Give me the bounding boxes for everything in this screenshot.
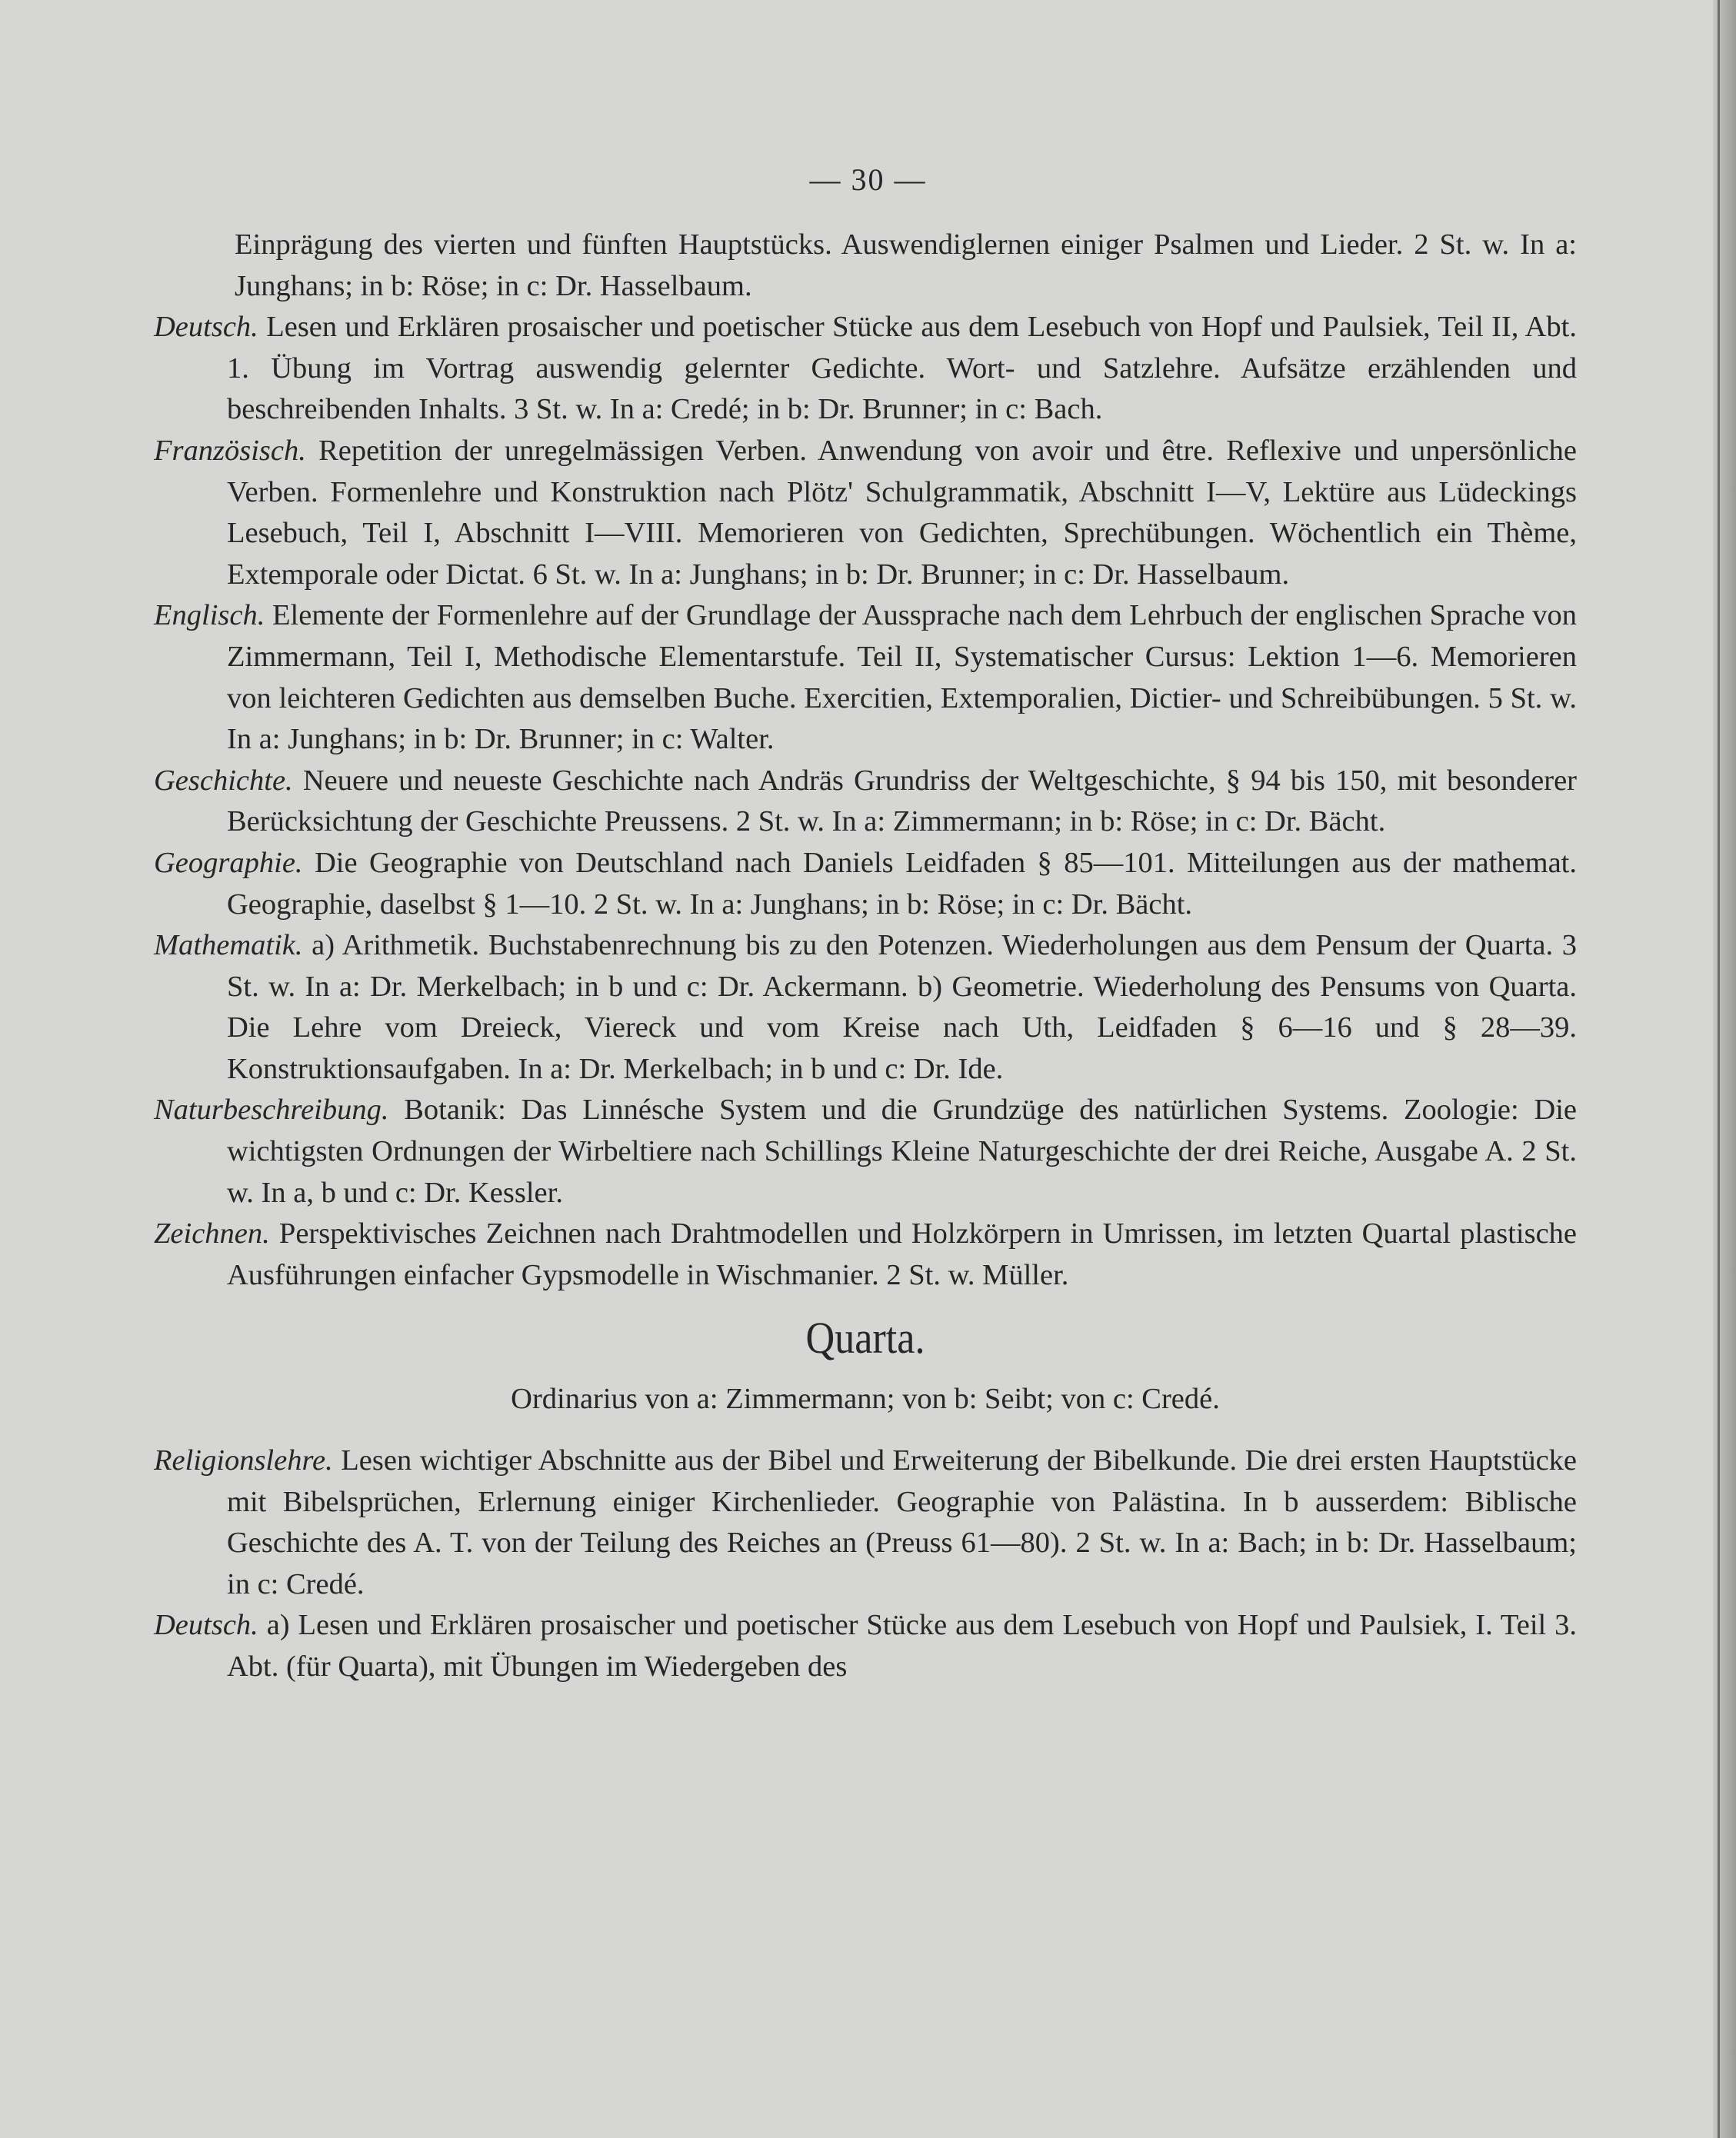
section-text: a) Arithmetik. Buchstabenrechnung bis zu den Potenzen. Wiederholungen aus dem Pensum der Quarta. 3 St. w. In a: Dr. Merkelbach; in b und c: Dr. Ackermann. b) Geometrie. Wiederholung des Pensums von Quarta. Die Lehre vom Dreieck, Viereck und vom Kreise nach Uth, Leidfaden § 6—16 und § 28—39. Konstruktionsaufgaben. In a: Dr. Merkelbach; in b und c: Dr. Ide. [227,929,1578,1085]
section-label: Religionslehre. [154,1444,333,1477]
section-text: a) Lesen und Erklären prosaischer und poetischer Stücke aus dem Lesebuch von Hopf und Paulsiek, I. Teil 3. Abt. (für Quarta), mit Übungen im Wiedergeben des [227,1609,1577,1683]
section-text: Die Geographie von Deutschland nach Daniels Leidfaden § 85—101. Mitteilungen aus der mathemat. Geographie, daselbst § 1—10. 2 St. w. In a: Junghans; in b: Röse; in c: Dr. Bächt. [227,846,1578,921]
section-deutsch [154,307,1577,431]
section-label: Zeichnen. [154,1217,270,1250]
section-mathematik [154,925,1577,1090]
section-deutsch-quarta [154,1605,1577,1687]
section-text: Lesen wichtiger Abschnitte aus der Bibel und Erweiterung der Bibelkunde. Die drei ersten Hauptstücke mit Bibelsprüchen, Erlernung einiger Kirchenlieder. Geographie von Palästina. In b ausserdem: Biblische Geschichte des A. T. von der Teilung des Reiches an (Preuss 61—80). 2 St. w. In a: Bach; in b: Dr. Hasselbaum; in c: Credé. [227,1444,1578,1600]
section-label: Englisch. [154,599,265,632]
section-label: Deutsch. [154,1609,258,1642]
section-geographie [154,843,1577,925]
section-text: Repetition der unregelmässigen Verben. Anwendung von avoir und être. Reflexive und unpersönliche Verben. Formenlehre und Konstruktion nach Plötz' Schulgrammatik, Abschnitt I—V, Lektüre aus Lüdeckings Lesebuch, Teil I, Abschnitt I—VIII. Memorieren von Gedichten, Sprechübungen. Wöchentlich ein Thème, Extemporale oder Dictat. 6 St. w. In a: Junghans; in b: Dr. Brunner; in c: Dr. Hasselbaum. [227,434,1578,591]
section-franzoesisch [154,431,1577,595]
section-naturbeschreibung [154,1090,1577,1214]
section-label: Französisch. [154,434,306,467]
ordinarius-line: Ordinarius von a: Zimmermann; von b: Seibt; von c: Credé. [511,1383,1220,1416]
intro-paragraph: Einprägung des vierten und fünften Hauptstücks. Auswendiglernen einiger Psalmen und Lieder. 2 St. w. In a: Junghans; in b: Röse; in c: Dr. Hasselbaum. [235,228,1577,302]
section-englisch [154,595,1577,760]
section-geschichte [154,761,1577,843]
page-edge-shadow [1713,0,1736,2138]
section-zeichnen [154,1214,1577,1296]
section-text: Botanik: Das Linnésche System und die Grundzüge des natürlichen Systems. Zoologie: Die wichtigsten Ordnungen der Wirbeltiere nach Schillings Kleine Naturgeschichte der drei Reiche, Ausgabe A. 2 St. w. In a, b und c: Dr. Kessler. [227,1094,1578,1209]
section-label: Geschichte. [154,764,293,797]
section-text: Perspektivisches Zeichnen nach Drahtmodellen und Holzkörpern in Umrissen, im letzten Quartal plastische Ausführungen einfacher Gypsmodelle in Wischmanier. 2 St. w. Müller. [227,1217,1577,1291]
section-label: Naturbeschreibung. [154,1094,389,1127]
section-text: Neuere und neueste Geschichte nach Andräs Grundriss der Weltgeschichte, § 94 bis 150, mit besonderer Berücksichtung der Geschichte Preussens. 2 St. w. In a: Zimmermann; in b: Röse; in c: Dr. Bächt. [227,764,1577,838]
page-number: — 30 — [809,162,927,197]
class-heading-quarta: Quarta. [805,1313,925,1364]
section-text: Elemente der Formenlehre auf der Grundlage der Aussprache nach dem Lehrbuch der englischen Sprache von Zimmermann, Teil I, Methodische Elementarstufe. Teil II, Systematischer Cursus: Lektion 1—6. Memorieren von leichteren Gedichten aus demselben Buche. Exercitien, Extemporalien, Dictier- und Schreibübungen. 5 St. w. In a: Junghans; in b: Dr. Brunner; in c: Walter. [227,599,1578,756]
section-label: Deutsch. [154,311,258,344]
section-religionslehre [154,1440,1577,1605]
page-content [154,225,1577,1688]
section-label: Mathematik. [154,929,303,962]
section-text: Lesen und Erklären prosaischer und poetischer Stücke aus dem Lesebuch von Hopf und Paulsiek, Teil II, Abt. 1. Übung im Vortrag auswendig gelernter Gedichte. Wort- und Satzlehre. Aufsätze erzählenden und beschreibenden Inhalts. 3 St. w. In a: Credé; in b: Dr. Brunner; in c: Bach. [227,311,1577,426]
section-label: Geographie. [154,846,303,879]
